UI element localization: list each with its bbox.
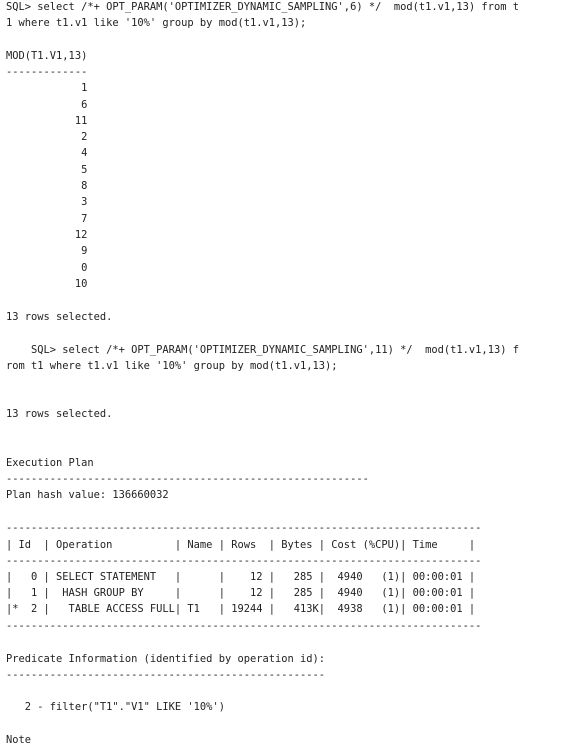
plan-table-border: ----------------------------------------------------------------------------	[6, 522, 482, 534]
plan-table-row: | 0 | SELECT STATEMENT | | 12 | 285 | 4940 (1)| 00:00:01 |	[6, 571, 476, 583]
column-underline: -------------	[6, 66, 88, 78]
plan-table-row: |* 2 | TABLE ACCESS FULL| T1 | 19244 | 413K| 4938 (1)| 00:00:01 |	[6, 603, 476, 615]
query1-line2: 1 where t1.v1 like '10%' group by mod(t1.v1,13);	[6, 17, 307, 29]
execution-plan-heading: Execution Plan	[6, 457, 94, 469]
rows-selected-summary: 13 rows selected.	[6, 408, 113, 420]
query1-line1: SQL> select /*+ OPT_PARAM('OPTIMIZER_DYNAMIC_SAMPLING',6) */ mod(t1.v1,13) from t	[6, 1, 519, 13]
plan-table-border: ----------------------------------------------------------------------------	[6, 620, 482, 632]
result-row: 7	[6, 213, 88, 225]
rows-selected-summary: 13 rows selected.	[6, 311, 113, 323]
plan-table-row: | 1 | HASH GROUP BY | | 12 | 285 | 4940 (1)| 00:00:01 |	[6, 587, 476, 599]
predicate-info-heading: Predicate Information (identified by operation id):	[6, 653, 326, 665]
query2-line2: rom t1 where t1.v1 like '10%' group by mod(t1.v1,13);	[6, 360, 338, 372]
column-header: MOD(T1.V1,13)	[6, 50, 88, 62]
result-row: 4	[6, 147, 88, 159]
heading-underline: ---------------------------------------------------	[6, 669, 326, 681]
note-heading: Note	[6, 734, 32, 746]
result-row: 9	[6, 245, 88, 257]
plan-table-border: ----------------------------------------------------------------------------	[6, 555, 482, 567]
result-row: 2	[6, 131, 88, 143]
result-row: 12	[6, 229, 88, 241]
result-row: 0	[6, 262, 88, 274]
result-row: 5	[6, 164, 88, 176]
result-row: 1	[6, 82, 88, 94]
result-row: 10	[6, 278, 88, 290]
result-row: 8	[6, 180, 88, 192]
heading-underline: ----------------------------------------------------------	[6, 473, 369, 485]
predicate-filter: 2 - filter("T1"."V1" LIKE '10%')	[6, 701, 225, 713]
result-row: 3	[6, 196, 88, 208]
result-row: 6	[6, 99, 88, 111]
plan-hash-value: Plan hash value: 136660032	[6, 489, 169, 501]
query2-line1: SQL> select /*+ OPT_PARAM('OPTIMIZER_DYNAMIC_SAMPLING',11) */ mod(t1.v1,13) f	[6, 344, 519, 356]
result-row: 11	[6, 115, 88, 127]
plan-table-header: | Id | Operation | Name | Rows | Bytes | Cost (%CPU)| Time |	[6, 539, 476, 551]
